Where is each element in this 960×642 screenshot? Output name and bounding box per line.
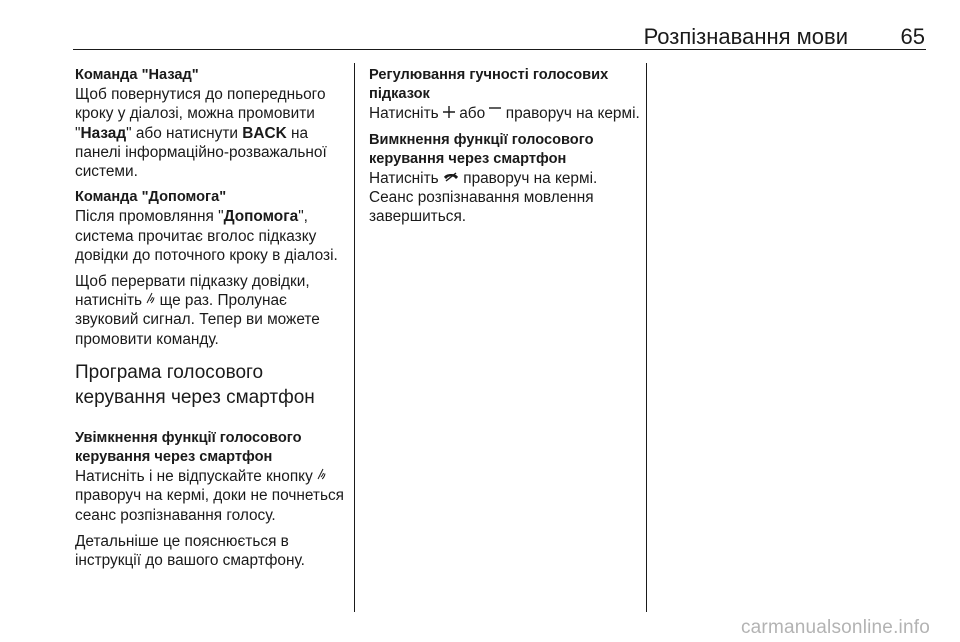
page-header <box>73 0 926 50</box>
watermark: carmanualsonline.info <box>740 617 930 638</box>
activate-title: Увімкнення функції голосового керування через смартфон <box>75 429 302 466</box>
voice-command-icon <box>146 291 155 310</box>
column-divider <box>646 63 647 612</box>
volume-title: Регулювання гучності голосових підказок <box>369 67 609 103</box>
activate-paragraph: Натисніть і не відпускайте кнопку праворуч на кермі, доки не почнеться сеанс розпізнавання голосу. <box>75 468 345 524</box>
back-command-title: Команда "Назад" <box>75 67 199 83</box>
help-command-paragraph: Після промовляння "Допомога", система прочитає вголос підказку довідки до поточного кроку в діалозі. <box>75 208 338 264</box>
column-middle <box>369 66 641 227</box>
help-command-title: Команда "Допомога" <box>75 189 227 206</box>
page-number: 65 <box>900 24 925 49</box>
interrupt-help-paragraph: Щоб перервати підказку довідки, натисніть ще раз. Пролунає звуковий сигнал. Тепер ви можете промовити команду. <box>75 273 320 348</box>
section-heading: Програма голосового керування через смартфон <box>75 361 315 408</box>
back-command-paragraph: Щоб повернутися до попереднього кроку у діалозі, можна промовити "Назад" або натиснути BACK на панелі інформаційно-розважальної системи. <box>75 86 327 181</box>
deactivate-title: Вимкнення функції голосового керування через смартфон <box>369 131 594 167</box>
deactivate-paragraph: Натисніть праворуч на кермі. Сеанс розпізнавання мовлення завершиться. <box>369 170 598 226</box>
page-title: Розпізнавання мови <box>643 24 848 49</box>
voice-command-icon <box>317 467 326 486</box>
column-divider <box>354 63 355 612</box>
minus-icon <box>489 104 501 123</box>
volume-paragraph: Натисніть або праворуч на кермі. <box>369 105 640 123</box>
details-paragraph: Детальніше це пояснюється в інструкції до вашого смартфону. <box>75 532 305 570</box>
plus-icon <box>443 104 455 123</box>
phone-hangup-icon <box>443 169 459 188</box>
column-left <box>75 66 349 570</box>
